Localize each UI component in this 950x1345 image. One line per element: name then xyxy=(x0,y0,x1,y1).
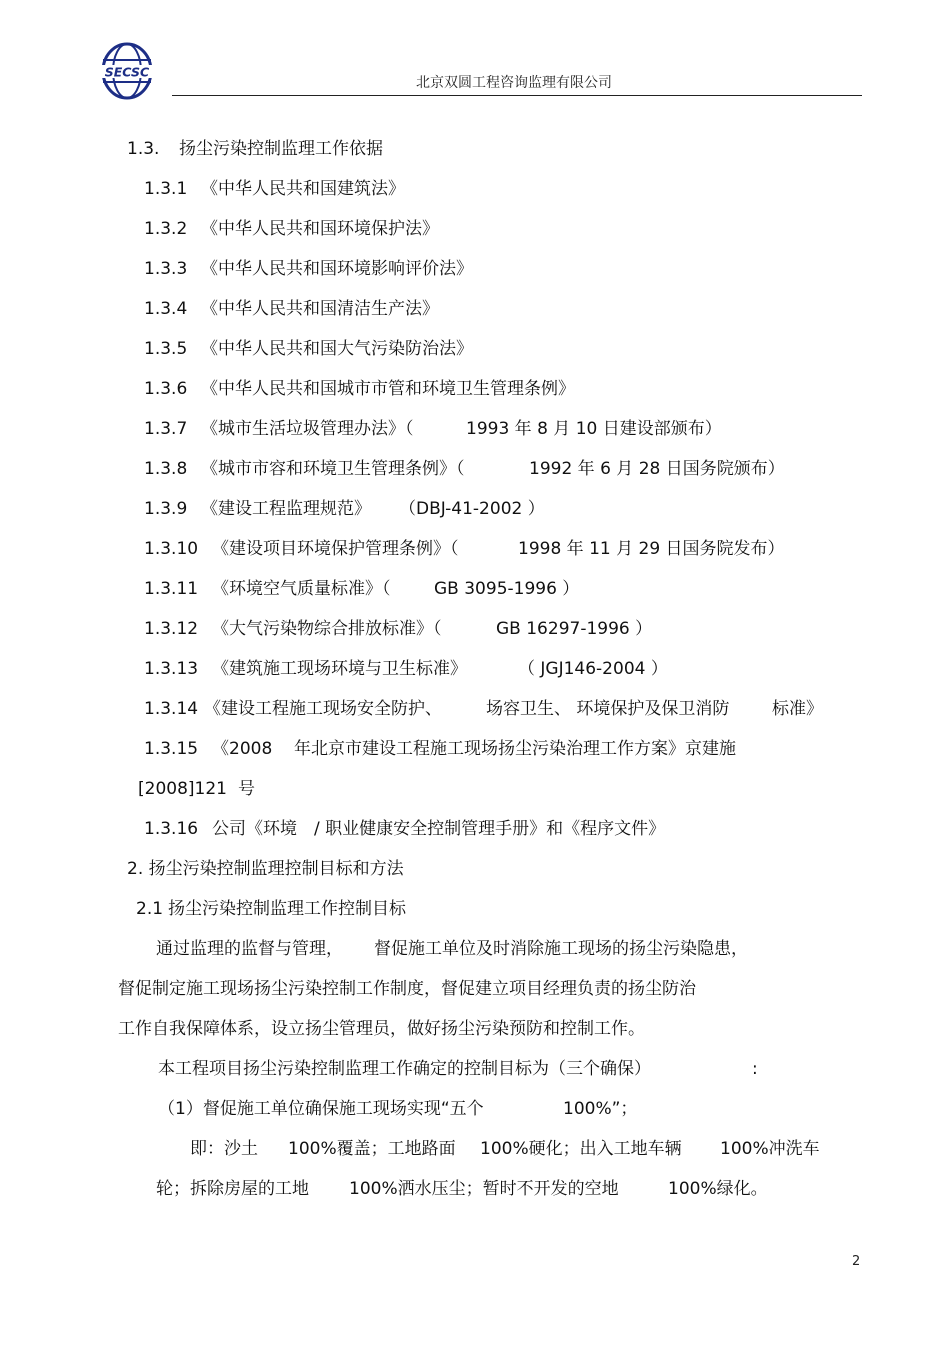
page-number: 2 xyxy=(852,1254,861,1269)
company-logo xyxy=(92,38,162,104)
svg-text:SECSC: SECSC xyxy=(104,64,150,80)
header-rule xyxy=(172,95,862,96)
company-name: 北京双圆工程咨询监理有限公司 xyxy=(416,75,612,91)
